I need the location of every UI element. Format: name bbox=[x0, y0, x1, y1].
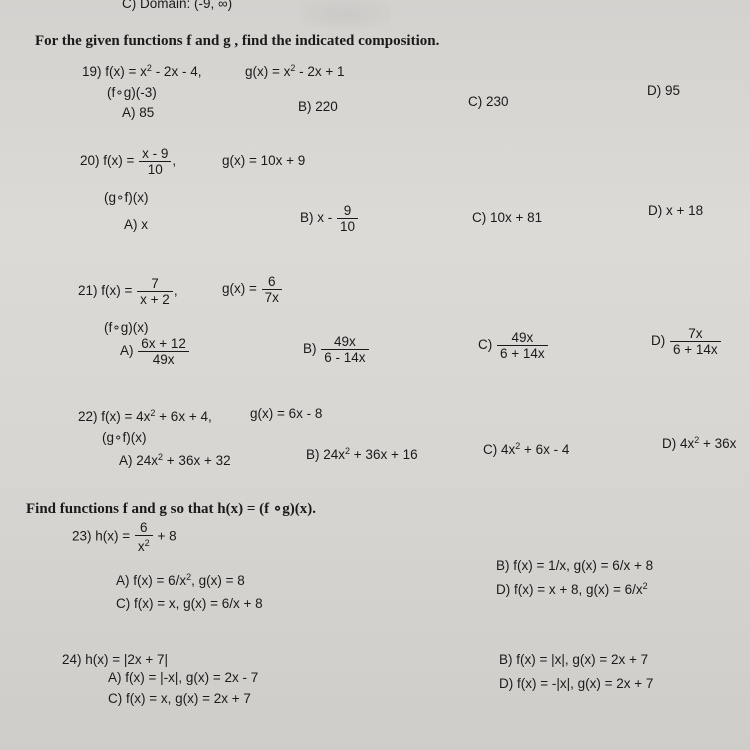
q21-choice-b bbox=[303, 334, 370, 365]
q21-a-fraction bbox=[138, 336, 189, 367]
q23-h-numerator: 6 bbox=[135, 520, 153, 536]
q22-a-prefix: A) 24x bbox=[119, 453, 159, 468]
q21-g-denominator: 7x bbox=[264, 290, 279, 305]
q23-choice-c: C) f(x) = x, g(x) = 6/x + 8 bbox=[116, 596, 263, 611]
q20-comma: , bbox=[172, 153, 177, 169]
q23-choice-a bbox=[116, 572, 245, 588]
q21-g-numerator: 6 bbox=[262, 274, 282, 290]
q22-composition: (g∘f)(x) bbox=[102, 430, 147, 445]
question-22-f bbox=[78, 408, 212, 424]
q24-choice-c: C) f(x) = x, g(x) = 2x + 7 bbox=[108, 691, 251, 706]
q21-g-fraction bbox=[262, 274, 282, 305]
q22-d-rest: + 36x bbox=[699, 436, 737, 451]
q21-d-numerator: 7x bbox=[670, 326, 721, 342]
q21-c-fraction bbox=[497, 330, 548, 361]
q22-number: 22) f(x) = 4x bbox=[78, 409, 151, 424]
q21-choice-d bbox=[651, 326, 722, 357]
q23-h-den-exponent: 2 bbox=[144, 538, 150, 548]
q20-f-numerator: x - 9 bbox=[139, 146, 171, 162]
q19-g-rest: - 2x + 1 bbox=[295, 64, 345, 79]
q21-g-function bbox=[222, 274, 283, 305]
q22-g-function: g(x) = 6x - 8 bbox=[250, 406, 323, 421]
question-20-f bbox=[80, 146, 176, 177]
q21-choice-a bbox=[120, 336, 190, 367]
q19-f-rest: - 2x - 4, bbox=[151, 64, 202, 79]
q23-number: 23) h(x) = bbox=[72, 528, 131, 544]
q22-choice-d bbox=[662, 435, 736, 451]
pencil-smudge bbox=[300, 0, 390, 28]
q22-c-exponent: 2 bbox=[515, 441, 521, 451]
q23-a-exponent: 2 bbox=[186, 572, 192, 582]
q21-f-fraction bbox=[137, 276, 173, 307]
q22-f-rest: + 6x + 4, bbox=[155, 409, 212, 424]
question-19-functions bbox=[82, 63, 201, 79]
q22-b-prefix: B) 24x bbox=[306, 447, 346, 462]
q24-choice-b: B) f(x) = |x|, g(x) = 2x + 7 bbox=[499, 652, 649, 667]
q20-b-numerator: 9 bbox=[337, 203, 358, 219]
q22-choice-c bbox=[483, 441, 569, 457]
q20-choice-c: C) 10x + 81 bbox=[472, 210, 543, 225]
question-23-h bbox=[72, 520, 177, 554]
q22-c-rest: + 6x - 4 bbox=[520, 442, 570, 457]
q21-a-denominator: 49x bbox=[152, 352, 175, 367]
q23-h-fraction bbox=[135, 520, 153, 554]
q19-choice-d: D) 95 bbox=[647, 83, 681, 98]
q19-number: 19) bbox=[82, 64, 102, 79]
q19-f: f(x) = x bbox=[105, 64, 147, 79]
q23-choice-d bbox=[496, 581, 648, 597]
q20-choice-d: D) x + 18 bbox=[648, 203, 704, 218]
q20-b-denominator: 10 bbox=[340, 219, 356, 234]
q23-d-prefix: D) f(x) = x + 8, g(x) = 6/x bbox=[496, 582, 643, 597]
q20-number: 20) f(x) = bbox=[80, 153, 135, 169]
q19-choice-b: B) 220 bbox=[298, 99, 338, 114]
q19-choice-a: A) 85 bbox=[122, 105, 155, 120]
q19-choice-c: C) 230 bbox=[468, 94, 509, 109]
q19-g: g(x) = x bbox=[245, 64, 291, 79]
q22-a-rest: + 36x + 32 bbox=[163, 453, 231, 468]
q19-g-exponent: 2 bbox=[290, 63, 296, 73]
q20-g-function: g(x) = 10x + 9 bbox=[222, 153, 306, 168]
q22-a-exponent: 2 bbox=[158, 452, 164, 462]
q21-a-numerator: 6x + 12 bbox=[138, 336, 189, 352]
q21-f-numerator: 7 bbox=[137, 276, 173, 292]
q21-a-label: A) bbox=[120, 343, 134, 359]
q21-choice-c bbox=[478, 330, 549, 361]
q22-b-rest: + 36x + 16 bbox=[350, 447, 418, 462]
q21-f-denominator: x + 2 bbox=[140, 292, 170, 307]
q23-h-den-base: x bbox=[137, 539, 145, 554]
q21-d-label: D) bbox=[651, 333, 666, 349]
q24-choice-d: D) f(x) = -|x|, g(x) = 2x + 7 bbox=[499, 676, 654, 691]
q21-b-fraction bbox=[321, 334, 368, 365]
q19-composition: (f∘g)(-3) bbox=[107, 85, 157, 100]
q23-d-exponent: 2 bbox=[642, 581, 648, 591]
q24-choice-a: A) f(x) = |-x|, g(x) = 2x - 7 bbox=[108, 670, 259, 685]
question-21-f bbox=[78, 276, 178, 307]
q21-b-numerator: 49x bbox=[321, 334, 368, 350]
q21-c-numerator: 49x bbox=[497, 330, 548, 346]
q21-d-fraction bbox=[670, 326, 721, 357]
q23-a-rest: , g(x) = 8 bbox=[191, 573, 245, 588]
q20-choice-b bbox=[300, 203, 359, 234]
previous-answer-choice: C) Domain: (-9, ∞) bbox=[122, 0, 233, 11]
q20-f-fraction bbox=[139, 146, 171, 177]
q20-choice-a: A) x bbox=[124, 217, 149, 232]
section-heading-composition: For the given functions f and g , find the indicated composition. bbox=[35, 33, 440, 49]
q23-a-prefix: A) f(x) = 6/x bbox=[116, 573, 187, 588]
q22-c-prefix: C) 4x bbox=[483, 442, 516, 457]
q22-d-prefix: D) 4x bbox=[662, 436, 695, 451]
q23-choice-b: B) f(x) = 1/x, g(x) = 6/x + 8 bbox=[496, 558, 654, 573]
q22-choice-b bbox=[306, 446, 418, 462]
q20-b-prefix: B) x - bbox=[300, 210, 333, 226]
q21-b-denominator: 6 - 14x bbox=[324, 350, 366, 365]
q19-f-exponent: 2 bbox=[146, 63, 152, 73]
q23-h-rest: + 8 bbox=[157, 528, 177, 544]
q22-choice-a bbox=[119, 452, 231, 468]
q19-g-function bbox=[245, 63, 345, 79]
q20-composition: (g∘f)(x) bbox=[104, 190, 149, 205]
section-heading-decomposition: Find functions f and g so that h(x) = (f ∘g)(x). bbox=[26, 501, 317, 517]
q21-c-label: C) bbox=[478, 337, 493, 353]
q23-h-denominator bbox=[135, 536, 153, 554]
q21-g-prefix: g(x) = bbox=[222, 281, 257, 297]
q20-b-fraction bbox=[337, 203, 358, 234]
q21-composition: (f∘g)(x) bbox=[104, 320, 149, 335]
q20-f-denominator: 10 bbox=[147, 162, 163, 177]
q21-number: 21) f(x) = bbox=[78, 283, 133, 299]
q21-c-denominator: 6 + 14x bbox=[500, 346, 545, 361]
q22-b-exponent: 2 bbox=[345, 446, 351, 456]
q22-d-exponent: 2 bbox=[694, 435, 700, 445]
question-24-h: 24) h(x) = |2x + 7| bbox=[62, 652, 169, 667]
q21-comma: , bbox=[173, 283, 178, 299]
q22-f-exponent: 2 bbox=[150, 408, 156, 418]
q21-b-label: B) bbox=[303, 341, 317, 357]
q21-d-denominator: 6 + 14x bbox=[673, 342, 718, 357]
